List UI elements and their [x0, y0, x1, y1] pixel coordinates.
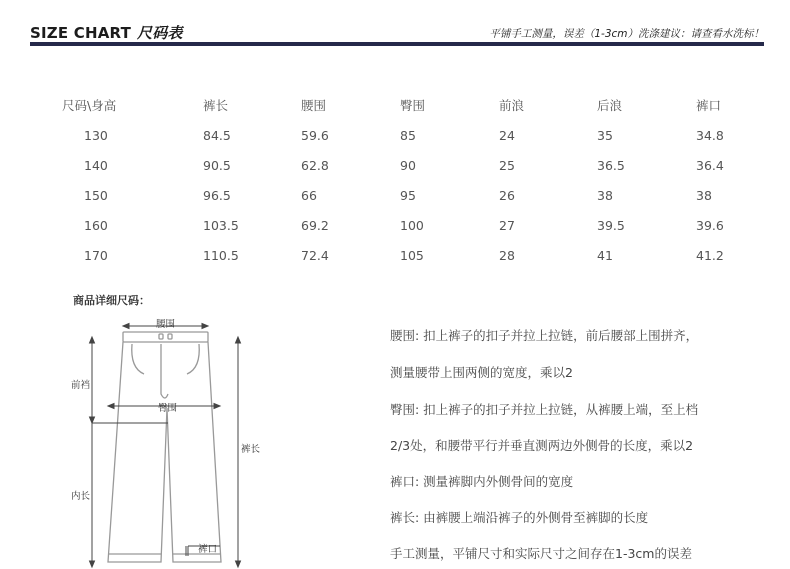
table-cell: 38: [597, 187, 613, 203]
table-cell: 41: [597, 247, 613, 263]
table-header-cell: 腰围: [301, 98, 327, 113]
table-cell: 105: [400, 247, 424, 263]
table-header-cell: 裤口: [696, 98, 722, 113]
table-row: [62, 180, 756, 210]
page-title: [30, 22, 183, 43]
description-line: 测量腰带上围两侧的宽度，乘以2: [390, 365, 573, 380]
table-cell: 26: [499, 187, 515, 203]
table-cell: 85: [400, 127, 416, 143]
table-cell: 130: [84, 127, 108, 143]
diagram-label-inseam: 内长: [71, 491, 91, 502]
table-cell: 90.5: [203, 157, 231, 173]
table-header-cell: 尺码\身高: [62, 98, 117, 113]
table-cell: 41.2: [696, 247, 724, 263]
table-cell: 36.5: [597, 157, 625, 173]
table-cell: 140: [84, 157, 108, 173]
table-cell: 35: [597, 127, 613, 143]
table-cell: 69.2: [301, 217, 329, 233]
table-cell: 25: [499, 157, 515, 173]
table-cell: 150: [84, 187, 108, 203]
table-cell: 28: [499, 247, 515, 263]
table-cell: 27: [499, 217, 515, 233]
description-line: 手工测量，平铺尺寸和实际尺寸之间存在1-3cm的误差: [390, 546, 692, 561]
table-cell: 160: [84, 217, 108, 233]
description-line: 腰围: 扣上裤子的扣子并拉上拉链，前后腰部上围拼齐，: [390, 328, 699, 343]
description-line: 臀围: 扣上裤子的扣子并拉上拉链，从裤腰上端，至上档: [390, 402, 699, 417]
table-cell: 34.8: [696, 127, 724, 143]
title-en: SIZE CHART: [30, 24, 132, 42]
table-cell: 90: [400, 157, 416, 173]
table-cell: 62.8: [301, 157, 329, 173]
diagram-label-length: 裤长: [241, 444, 261, 455]
table-header-cell: 前浪: [499, 98, 525, 113]
description-line: 裤长: 由裤腰上端沿裤子的外侧骨至裤脚的长度: [390, 510, 649, 525]
table-row: [62, 240, 756, 270]
diagram-label-hip: 臀围: [158, 403, 178, 414]
table-cell: 36.4: [696, 157, 724, 173]
description-line: 2/3处，和腰带平行并垂直测两边外侧骨的长度，乘以2: [390, 438, 694, 453]
header-note: 平铺手工测量，误差（1-3cm）洗涤建议：请查看水洗标！: [489, 28, 764, 40]
table-cell: 110.5: [203, 247, 239, 263]
header-rule: [30, 42, 764, 46]
table-header-cell: 裤长: [203, 98, 229, 113]
table-cell: 170: [84, 247, 108, 263]
table-header-cell: 后浪: [597, 98, 623, 113]
size-table: [62, 90, 756, 270]
table-cell: 100: [400, 217, 424, 233]
diagram-label-leg-opening: 裤口: [198, 544, 218, 555]
table-cell: 24: [499, 127, 515, 143]
description-line: 裤口: 测量裤脚内外侧骨间的宽度: [390, 474, 574, 489]
table-row: [62, 210, 756, 240]
pants-diagram: [60, 310, 270, 569]
diagram-label-front-rise: 前裆: [71, 380, 91, 391]
title-cn: 尺码表: [137, 24, 183, 42]
table-cell: 59.6: [301, 127, 329, 143]
table-cell: 84.5: [203, 127, 231, 143]
table-cell: 103.5: [203, 217, 239, 233]
table-cell: 39.6: [696, 217, 724, 233]
table-cell: 72.4: [301, 247, 329, 263]
table-row: [62, 120, 756, 150]
table-header-row: [62, 90, 756, 120]
pants-outline: [108, 332, 221, 562]
table-cell: 95: [400, 187, 416, 203]
table-cell: 66: [301, 187, 317, 203]
table-header-cell: 臀围: [400, 98, 426, 113]
table-cell: 96.5: [203, 187, 231, 203]
table-cell: 39.5: [597, 217, 625, 233]
header: [0, 0, 790, 48]
table-row: [62, 150, 756, 180]
detail-title: 商品详细尺码：: [73, 294, 150, 307]
table-cell: 38: [696, 187, 712, 203]
diagram-label-waist: 腰围: [156, 319, 176, 330]
